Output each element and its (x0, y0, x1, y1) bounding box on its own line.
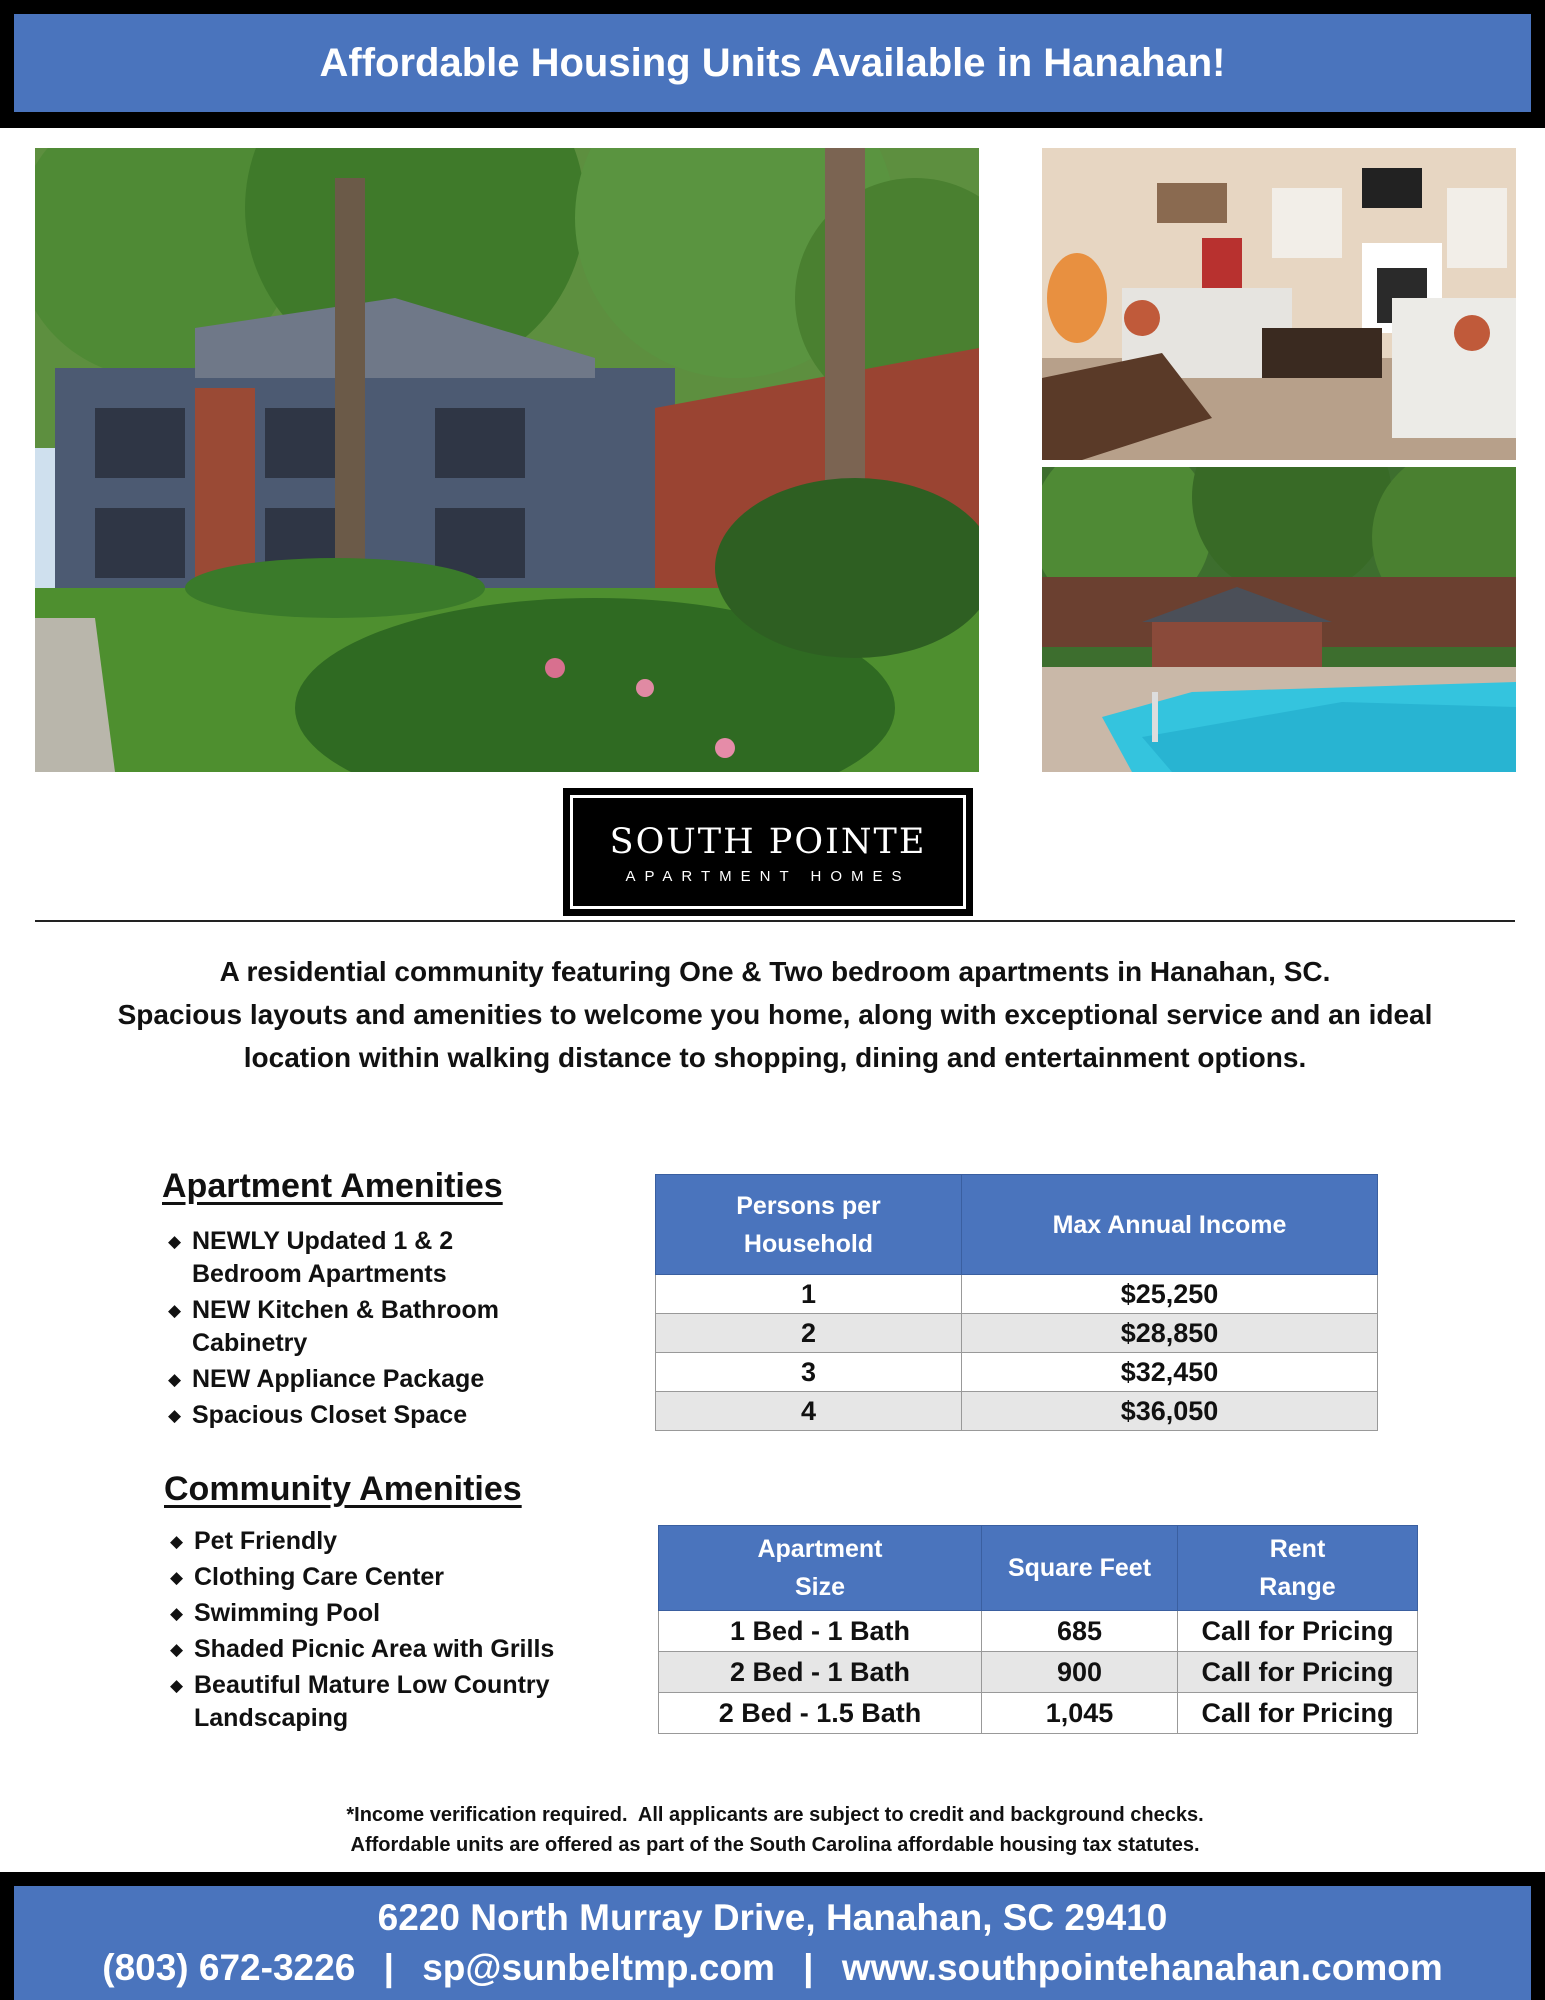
intro-line-3: location within walking distance to shopping, dining and entertainment options. (243, 1042, 1307, 1073)
list-item: ◆ NEW Kitchen & Bathroom Cabinetry (168, 1296, 499, 1357)
diamond-bullet-icon: ◆ (170, 1532, 184, 1551)
table-row: 1 Bed - 1 Bath 685 Call for Pricing (659, 1611, 1418, 1652)
table-row: 3 $32,450 (656, 1353, 1378, 1392)
list-item: ◆ NEW Appliance Package (164, 1363, 584, 1396)
intro-text (35, 950, 1515, 1079)
apartment-amenities-title: Apartment Amenities (162, 1167, 503, 1205)
table-header-row (656, 1175, 1378, 1275)
logo-tagline: APARTMENT HOMES (625, 868, 911, 885)
intro-line-1: A residential community featuring One & Two bedroom apartments in Hanahan, SC. (219, 956, 1331, 987)
diamond-bullet-icon: ◆ (168, 1301, 182, 1320)
pool-photo (1042, 467, 1516, 772)
section-divider (35, 920, 1515, 922)
diamond-bullet-icon: ◆ (168, 1370, 182, 1389)
table-row: 4 $36,050 (656, 1392, 1378, 1431)
table-row: 2 $28,850 (656, 1314, 1378, 1353)
contact-panel (14, 1886, 1531, 2000)
list-item: ◆ Beautiful Mature Low Country Landscaping (170, 1671, 550, 1732)
disclaimer-text (35, 1800, 1515, 1860)
header-apartment-size: Apartment Size (659, 1526, 982, 1611)
list-item: ◆ Clothing Care Center (166, 1561, 606, 1594)
address: 6220 North Murray Drive, Hanahan, SC 29410 (377, 1897, 1168, 1938)
list-item: ◆ Swimming Pool (166, 1597, 606, 1630)
exterior-photo (35, 148, 979, 772)
separator: | (383, 1947, 394, 1988)
top-banner-panel (14, 14, 1531, 112)
exterior-photo-art (35, 148, 979, 772)
table-row: 2 Bed - 1 Bath 900 Call for Pricing (659, 1652, 1418, 1693)
diamond-bullet-icon: ◆ (168, 1232, 182, 1251)
community-amenities-title: Community Amenities (164, 1470, 522, 1508)
contact-line (102, 1943, 1443, 1993)
separator: | (803, 1947, 814, 1988)
intro-line-2: Spacious layouts and amenities to welcome you home, along with exceptional service and an ideal (117, 999, 1433, 1030)
phone-number[interactable]: (803) 672-3226 (102, 1947, 356, 1988)
email-link[interactable]: sp@sunbeltmp.com (422, 1947, 775, 1988)
list-item: ◆ Spacious Closet Space (164, 1399, 584, 1432)
list-item: ◆ Pet Friendly (166, 1525, 606, 1558)
list-item: ◆ NEWLY Updated 1 & 2 Bedroom Apartments (168, 1227, 454, 1288)
website-link[interactable]: www.southpointehanahan.comom (841, 1947, 1443, 1988)
diamond-bullet-icon: ◆ (170, 1676, 184, 1695)
pool-photo-art (1042, 467, 1516, 772)
bottom-banner (0, 1872, 1545, 2000)
header-max-annual-income: Max Annual Income (962, 1175, 1378, 1275)
south-pointe-logo (563, 788, 973, 916)
diamond-bullet-icon: ◆ (170, 1604, 184, 1623)
disclaimer-line-2: Affordable units are offered as part of the South Carolina affordable housing tax statutes. (350, 1834, 1200, 1856)
header-persons-per-household: Persons per Household (656, 1175, 962, 1275)
apartment-amenities-list (164, 1225, 584, 1435)
logo-name: SOUTH POINTE (609, 822, 927, 862)
apartment-sizes-table (658, 1525, 1418, 1734)
top-banner (0, 0, 1545, 128)
living-room-photo (1042, 148, 1516, 460)
page-title: Affordable Housing Units Available in Hanahan! (319, 40, 1226, 85)
diamond-bullet-icon: ◆ (170, 1568, 184, 1587)
table-row: 2 Bed - 1.5 Bath 1,045 Call for Pricing (659, 1693, 1418, 1734)
community-amenities-list (166, 1525, 606, 1738)
diamond-bullet-icon: ◆ (170, 1640, 184, 1659)
table-header-row (659, 1526, 1418, 1611)
table-row: 1 $25,250 (656, 1275, 1378, 1314)
disclaimer-line-1: *Income verification required. All applicants are subject to credit and background checks. (346, 1804, 1204, 1826)
header-rent-range: Rent Range (1178, 1526, 1418, 1611)
header-square-feet: Square Feet (982, 1526, 1178, 1611)
living-room-photo-art (1042, 148, 1516, 460)
income-limits-table (655, 1174, 1378, 1431)
list-item: ◆ Shaded Picnic Area with Grills (166, 1633, 606, 1666)
diamond-bullet-icon: ◆ (168, 1406, 182, 1425)
